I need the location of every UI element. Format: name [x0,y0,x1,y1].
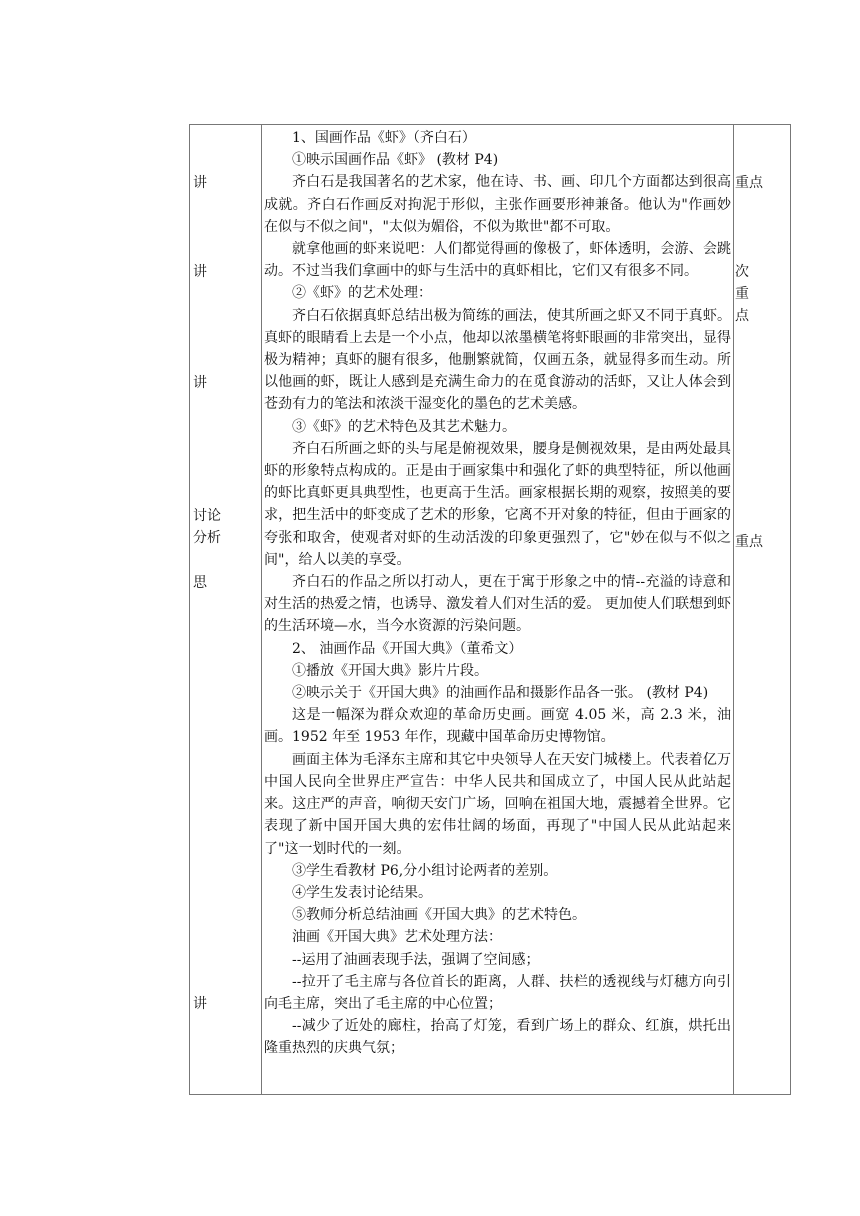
emphasis-label: 重点 [735,534,763,550]
paragraph: 齐白石所画之虾的头与尾是俯视效果，腰身是侧视效果，是由两处最具虾的形象特点构成的。正是由于画家集中和强化了虾的典型特征，所以他画的虾比真虾更具典型性，也更高于生活。画家根据长期的观察，按照美的要求，把生活中的虾变成了艺术的形象，它离不开对象的特征，但由于画家的夸张和取舍，使观者对虾的生动活泼的印象更强烈了，它"妙在似与不似之间"，给人以美的享受。 [264,440,731,568]
section-heading: 1、国画作品《虾》（齐白石） [292,130,476,146]
method-label: 讲 [193,264,207,280]
paragraph: 就拿他画的虾来说吧：人们都觉得画的像极了，虾体透明，会游、会跳动。不过当我们拿画中的虾与生活中的真虾相比，它们又有很多不同。 [264,241,731,280]
emphasis-label: 重点 [735,175,763,191]
lesson-content [262,125,733,1060]
method-label: 讨论 分析 思 [193,508,221,591]
step-item: ①播放《开国大典》影片片段。 [292,662,488,679]
method-label: 讲 [193,375,207,391]
bullet-item: --减少了近处的廊柱，抬高了灯笼，看到广场上的群众、红旗，烘托出隆重热烈的庆典气氛； [264,1018,731,1057]
step-item: ⑤教师分析总结油画《开国大典》的艺术特色。 [292,907,586,924]
step-item: ③《虾》的艺术特色及其艺术魅力。 [292,418,516,435]
step-item: ①映示国画作品《虾》 (教材 P4) [292,152,499,169]
paragraph: 这是一幅深为群众欢迎的革命历史画。画宽 4.05 米，高 2.3 米，油画。1952 年至 1953 年作，现藏中国革命历史博物馆。 [264,707,731,746]
method-label: 讲 [193,996,207,1012]
step-item: ②《虾》的艺术处理： [292,285,432,302]
bullet-item: --运用了油画表现手法，强调了空间感； [292,951,540,968]
bullet-item: --拉开了毛主席与各位首长的距离，人群、扶栏的透视线与灯穗方向引向毛主席，突出了毛主席的中心位置； [264,973,731,1012]
step-item: ②映示关于《开国大典》的油画作品和摄影作品各一张。 (教材 P4) [292,685,709,702]
paragraph: 齐白石的作品之所以打动人，更在于寓于形象之中的情--充溢的诗意和对生活的热爱之情，也诱导、激发着人们对生活的爱。 更加使人们联想到虾的生活环境—水，当今水资源的污染问题。 [264,574,731,635]
step-item: ③学生看教材 P6,分小组讨论两者的差别。 [292,862,558,879]
paragraph: 齐白石是我国著名的艺术家，他在诗、书、画、印几个方面都达到很高成就。齐白石作画反对拘泥于形似，主张作画要形神兼备。他认为"作画妙在似与不似之间"，"太似为媚俗，不似为欺世"都不可取。 [264,174,731,235]
paragraph: 画面主体为毛泽东主席和其它中央领导人在天安门城楼上。代表着亿万中国人民向全世界庄严宣告：中华人民共和国成立了，中国人民从此站起来。这庄严的声音，响彻天安门广场，回响在祖国大地，震撼着全世界。它表现了新中国开国大典的宏伟壮阔的场面，再现了"中国人民从此站起来了"这一划时代的一刻。 [264,751,731,857]
paragraph: 齐白石依据真虾总结出极为简练的画法，使其所画之虾又不同于真虾。真虾的眼睛看上去是一个小点，他却以浓墨横笔将虾眼画的非常突出，显得极为精神；真虾的腿有很多，他删繁就简，仅画五条，就显得多而生动。所以他画的虾，既让人感到是充满生命力的在觅食游动的活虾，又让人体会到苍劲有力的笔法和浓淡干湿变化的墨色的艺术美感。 [264,307,731,413]
method-label: 讲 [193,175,207,191]
step-item: ④学生发表讨论结果。 [292,884,432,901]
lesson-table [189,124,791,1095]
content-column [262,125,733,1094]
emphasis-label: 次 重 点 [735,264,749,325]
paragraph: 油画《开国大典》艺术处理方法： [292,929,502,946]
emphasis-column [734,125,792,1094]
section-heading: 2、 油画作品《开国大典》（董希文） [292,640,523,657]
method-column [190,125,261,1094]
